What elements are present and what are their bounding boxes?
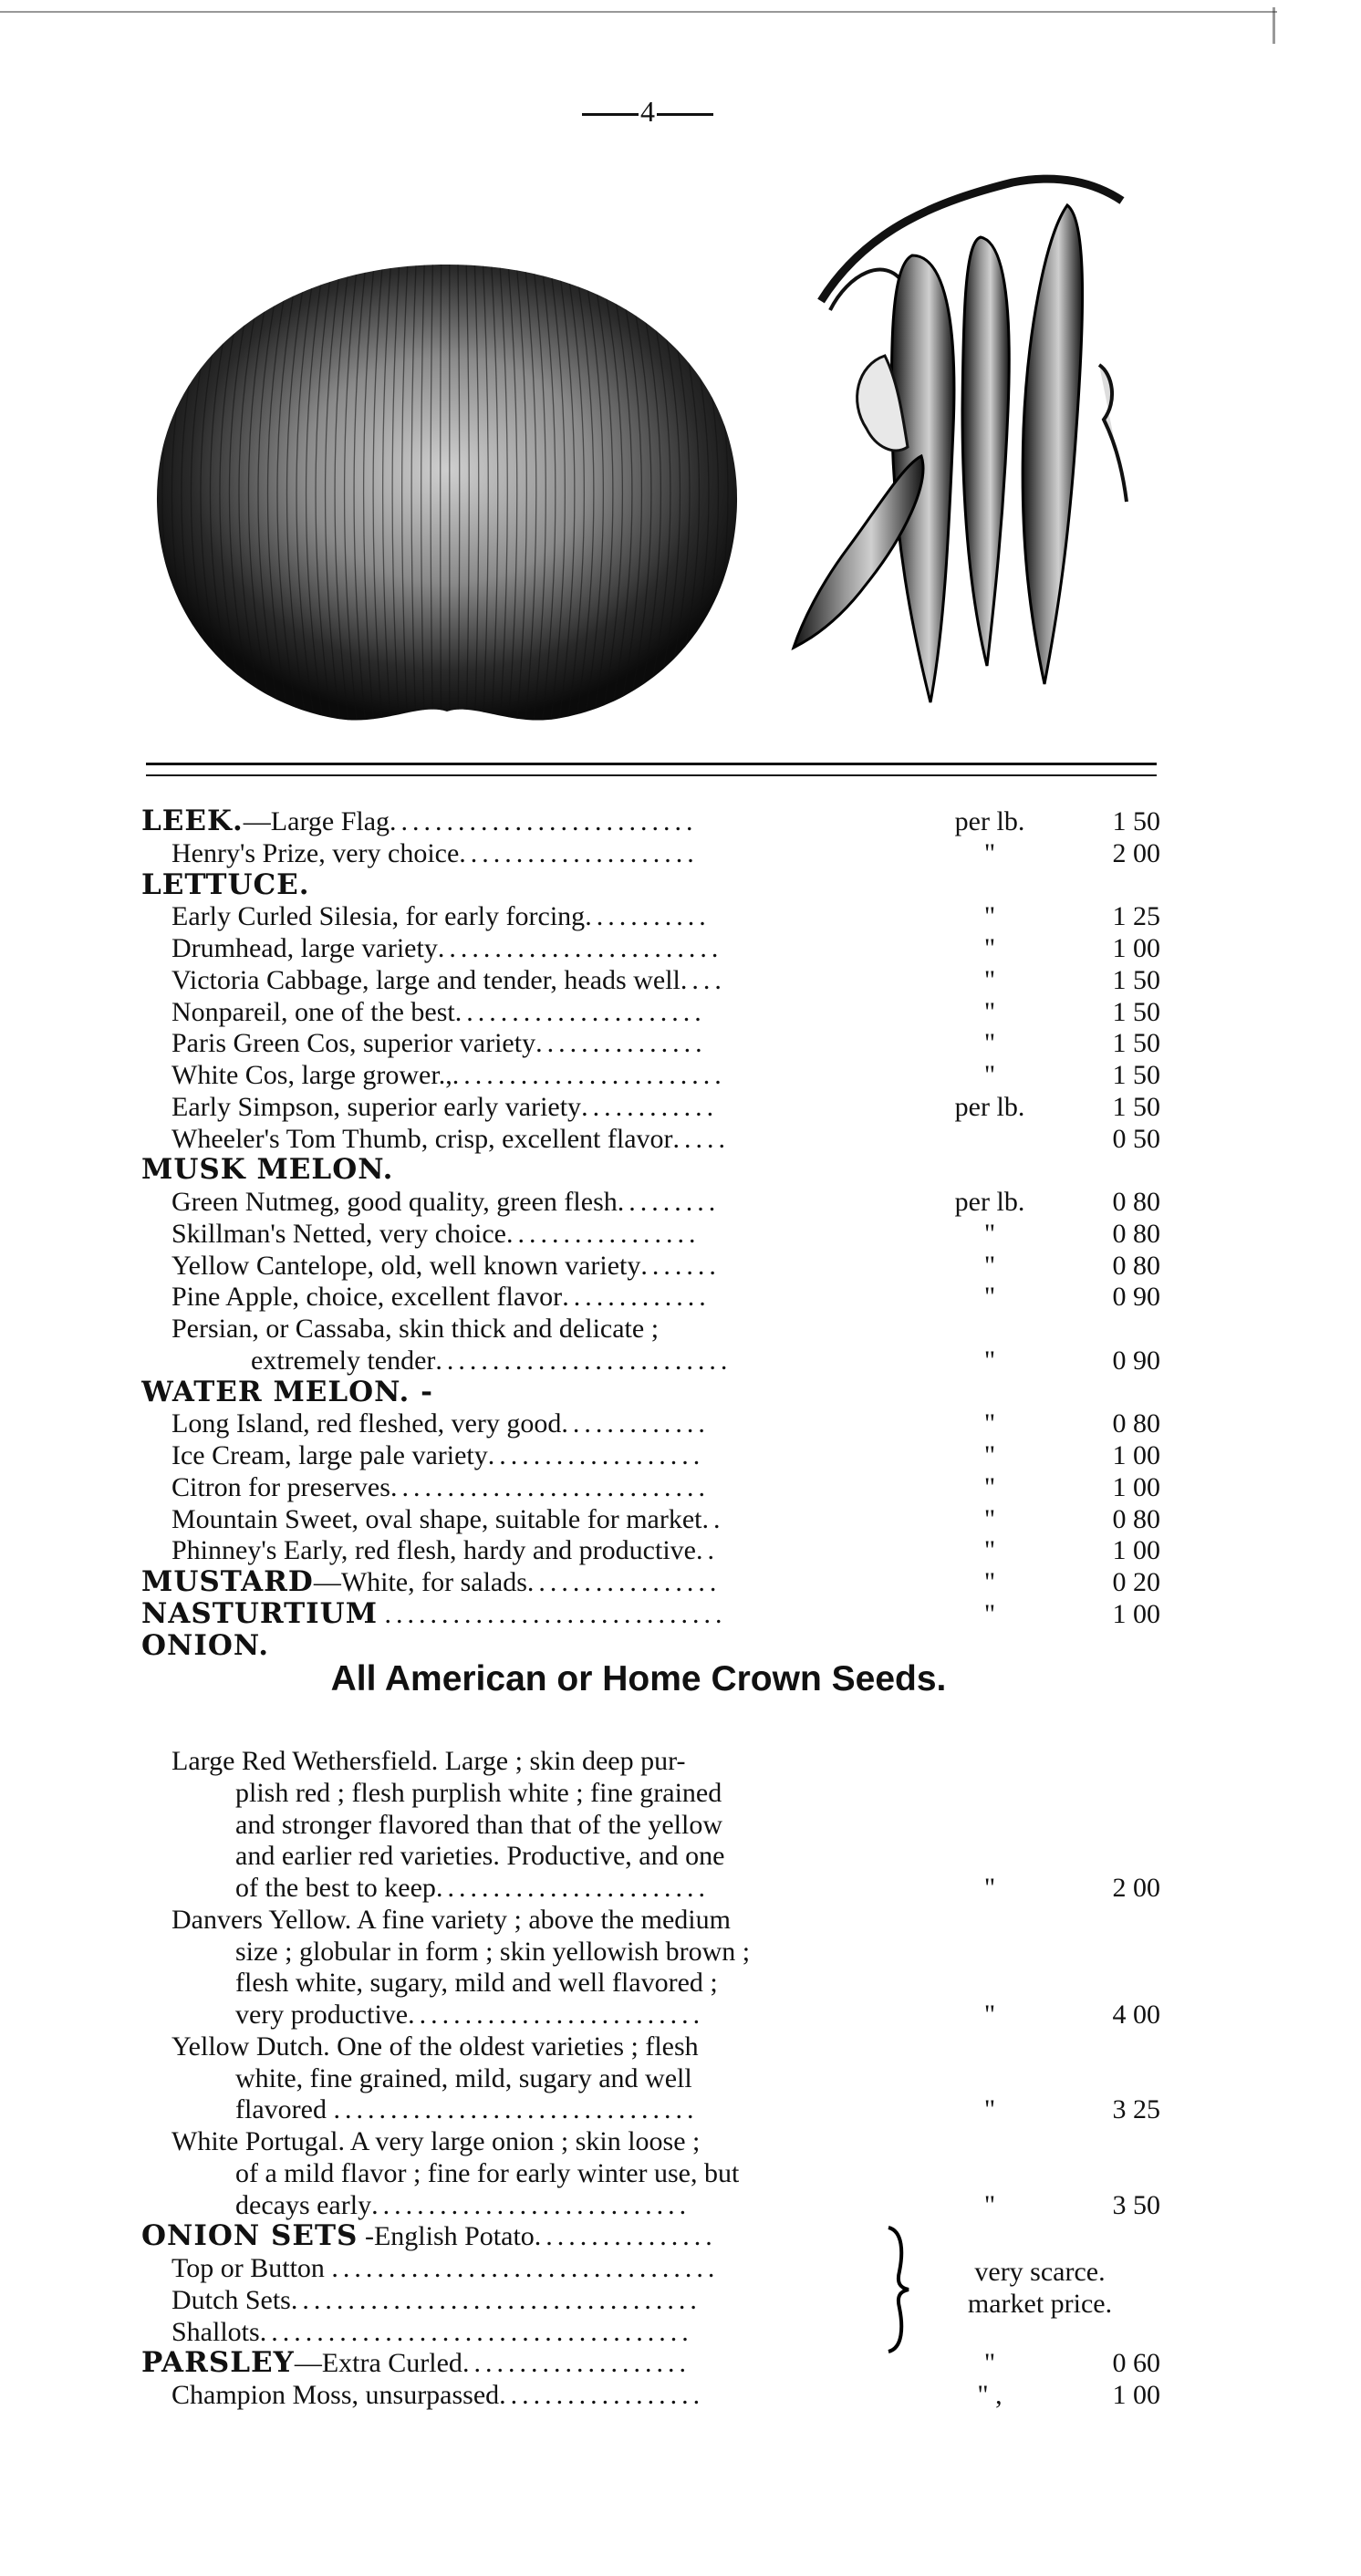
dot-leader: .... [680,964,726,995]
item-unit: " [983,964,996,995]
price-list-row [0,1471,1361,1503]
item-price: 0 80 [1112,1187,1160,1217]
item-price: 0 80 [1112,1503,1160,1534]
item-price: 4 00 [1112,2000,1160,2030]
item-description [171,1091,718,1123]
dot-leader: ..... [672,1123,731,1154]
item-price: 0 80 [1112,1408,1160,1439]
item-text: very productive [235,2000,409,2030]
item-description [251,1345,732,1376]
price-list-row [0,1809,1361,1841]
item-text: Shallots [171,2316,260,2347]
item-description [141,2347,691,2379]
item-description [141,805,698,837]
item-text: —Large Flag [243,806,390,836]
item-price: 0 80 [1112,1218,1160,1249]
item-unit: " [983,1598,996,1629]
item-description [171,2316,693,2348]
item-unit: " [983,1218,996,1249]
item-price: 0 60 [1112,2348,1160,2379]
price-list-row [0,1250,1361,1282]
item-text: Top or Button [171,2253,332,2283]
item-text: Danvers Yellow. A fine variety ; above the medium [171,1904,731,1935]
price-list-row [0,1313,1361,1345]
item-unit: " [983,2094,996,2125]
item-description [141,2220,717,2252]
price-list-row [0,1872,1361,1904]
item-price: 1 50 [1112,1091,1160,1122]
item-description [171,1439,704,1471]
price-list-row [0,2379,1361,2411]
price-list-row [0,1967,1361,1999]
item-text [378,1599,385,1629]
item-text: Skillman's Netted, very choice [171,1218,506,1249]
price-list-row [0,2252,1361,2284]
dot-leader: ........................ [435,1873,710,1903]
item-description [171,1503,725,1535]
item-text: Champion Moss, unsurpassed [171,2380,500,2410]
price-list-row [0,2189,1361,2221]
item-description [171,1123,730,1155]
item-description [171,1281,711,1313]
price-list-row [0,837,1361,869]
item-text: Yellow Cantelope, old, well known variety [171,1250,641,1281]
right-brace-icon [883,2226,914,2353]
item-description [171,996,706,1028]
category-heading-row [0,1154,1361,1186]
item-unit: " [983,1060,996,1090]
item-price: 1 00 [1112,1535,1160,1566]
item-description [141,1154,393,1186]
item-price: 2 00 [1112,1873,1160,1903]
dot-leader: ...................... [454,996,706,1027]
price-list-row [0,2031,1361,2062]
item-unit: " [983,1873,996,1903]
price-list-row [0,1281,1361,1313]
item-price: 0 90 [1112,1282,1160,1313]
section-heading: All American or Home Crown Seeds. [330,1659,947,1698]
price-list-row [0,1904,1361,1936]
item-description [171,2125,700,2157]
item-text: Ice Cream, large pale variety [171,1440,488,1470]
item-description [141,1376,433,1408]
price-list-row [0,1186,1361,1218]
item-text: Large Red Wethersfield. Large ; skin deep pur- [171,1746,686,1776]
item-unit: " [983,2000,996,2030]
item-description [171,1904,731,1936]
item-text: Persian, or Cassaba, skin thick and delicate ; [171,1314,660,1344]
price-list-row [0,1407,1361,1439]
item-price: 1 50 [1112,806,1160,836]
item-text: Wheeler's Tom Thumb, crisp, excellent flavor [171,1123,673,1154]
item-text: Early Curled Silesia, for early forcing [171,901,586,932]
item-unit: " [983,837,996,868]
item-unit: " [983,1028,996,1059]
item-description [171,1471,710,1503]
section-rule-top [146,763,1157,765]
dot-leader: ............................ [390,1471,710,1502]
item-text: Pine Apple, choice, excellent flavor [171,1282,563,1313]
bean-pod [1023,205,1082,684]
bean-flower-bud [1099,365,1127,502]
item-description [171,1218,700,1250]
item-unit: " [983,901,996,932]
price-list-row [0,2347,1361,2379]
item-price: 1 50 [1112,1060,1160,1090]
price-list-row [0,2093,1361,2125]
item-price: 1 00 [1112,1440,1160,1470]
item-text: Dutch Sets [171,2284,291,2315]
item-text: extremely tender [251,1345,436,1376]
price-list-row [0,1936,1361,1968]
price-list-row [0,1123,1361,1155]
category-name: ONION SETS [141,2220,358,2253]
item-text: Victoria Cabbage, large and tender, heads well [171,964,680,995]
scan-artifact-top-rule [0,11,1277,13]
dot-leader: ......................... [437,933,723,963]
item-text: plish red ; flesh purplish white ; fine grained [235,1777,722,1808]
item-price: 0 50 [1112,1123,1160,1154]
item-text: of a mild flavor ; fine for early winter use, but [235,2157,740,2188]
item-unit: per lb. [954,1091,1025,1122]
item-description [235,2189,691,2221]
category-name: ONION. [141,1629,269,1662]
price-list-row [0,1345,1361,1376]
category-name: LEEK. [141,805,244,837]
page-number-text: 4 [640,95,655,128]
item-description [235,1967,718,1999]
category-name: PARSLEY [141,2347,295,2380]
item-unit: " [983,1282,996,1313]
item-description [235,2093,698,2125]
item-text: Drumhead, large variety [171,933,438,963]
item-description [171,1059,726,1091]
price-list-row [0,996,1361,1028]
bean-pods-illustration [784,155,1158,721]
item-text: Nonpareil, one of the best [171,996,455,1027]
item-text: —Extra Curled [294,2348,462,2379]
item-description [235,1809,722,1841]
dot-leader: ........... [585,901,711,932]
dot-leader: .......................... [435,1345,732,1376]
page-number-dash-left [582,113,639,116]
item-unit: " [983,1535,996,1566]
item-unit: " [983,1345,996,1376]
item-text: of the best to keep [235,1873,436,1903]
item-description [171,1534,719,1566]
item-unit: " [983,1503,996,1534]
dot-leader: ............... [535,1028,707,1059]
item-price: 1 50 [1112,964,1160,995]
dot-leader: .................................... [290,2284,701,2315]
item-text: Citron for preserves [171,1471,390,1502]
dot-leader: ................. [505,1218,701,1249]
price-list-row [0,1598,1361,1630]
item-unit: per lb. [954,1187,1025,1217]
item-text: Paris Green Cos, superior variety [171,1028,536,1059]
dot-leader: ................. [526,1567,722,1597]
page-number [529,95,766,128]
category-heading-row [0,1376,1361,1408]
category-heading-row [0,869,1361,901]
dot-leader: ............. [562,1282,711,1313]
item-description [171,2284,701,2316]
category-name: LETTUCE. [141,868,310,901]
dot-leader: ................................ [333,2094,699,2125]
item-description [171,1745,685,1777]
item-description [235,1840,724,1872]
dot-leader: ................... [487,1440,705,1470]
dot-leader: .................................. [331,2253,720,2283]
dot-leader: .. [695,1535,719,1566]
item-description [171,1407,710,1439]
item-unit: " [983,1440,996,1470]
item-price: 1 00 [1112,1471,1160,1502]
item-text: —White, for salads [313,1567,527,1597]
item-description [235,2157,739,2189]
item-text: and earlier red varieties. Productive, and one [235,1841,725,1872]
dot-leader: ........................ [452,1060,726,1090]
price-list-row [0,805,1361,837]
item-text: flavored [235,2094,334,2125]
item-text: Long Island, red fleshed, very good [171,1408,562,1439]
item-text: White Cos, large grower., [171,1060,452,1090]
dot-leader: .. [701,1503,725,1534]
category-name: MUSTARD [141,1566,314,1598]
category-heading-row [0,1630,1361,1662]
item-description [171,900,711,932]
price-list-row [0,2316,1361,2348]
price-list-row [0,1091,1361,1123]
category-name: NASTURTIUM [141,1597,379,1630]
price-list-row [0,1218,1361,1250]
item-price: 1 50 [1112,1028,1160,1059]
price-list-row [0,932,1361,964]
item-description [171,932,722,964]
item-description [235,2062,692,2094]
item-unit: " [983,1471,996,1502]
item-description [235,1777,722,1809]
dot-leader: ................ [534,2221,717,2252]
item-description [171,1027,707,1059]
dot-leader: ......... [617,1187,721,1217]
dot-leader: ....... [640,1250,721,1281]
item-price: 3 25 [1112,2094,1160,2125]
item-description [235,1872,710,1904]
item-unit: " [983,1567,996,1597]
item-text: and stronger flavored than that of the yellow [235,1809,722,1840]
dot-leader: ............. [561,1408,710,1439]
price-list-row [0,1745,1361,1777]
price-list-row [0,2062,1361,2094]
item-unit: " [983,1250,996,1281]
dot-leader: ........................... [390,806,698,836]
item-description [141,869,310,901]
item-unit: " , [977,2380,1003,2410]
item-description [141,1598,727,1630]
price-list-row [0,2284,1361,2316]
item-text: Phinney's Early, red flesh, hardy and productive [171,1535,696,1566]
item-description [141,1630,269,1662]
item-text: White Portugal. A very large onion ; skin loose ; [171,2126,701,2156]
price-list-row [0,1503,1361,1535]
dot-leader: ...................................... [259,2316,693,2347]
section-rule-bottom [146,774,1157,776]
price-list-row [0,900,1361,932]
dot-leader: .................. [499,2380,705,2410]
dot-leader: .......................... [408,2000,705,2030]
dot-leader: .................... [462,2348,691,2379]
melon-hatch-line [743,265,748,725]
item-description [171,1313,659,1345]
category-name: WATER MELON. - [141,1376,433,1408]
item-text: white, fine grained, mild, sugary and well [235,2062,692,2093]
item-text: Mountain Sweet, oval shape, suitable for market [171,1503,702,1534]
page-number-dash-right [657,113,713,116]
price-list-row [0,1566,1361,1598]
item-unit: " [983,933,996,963]
item-description [235,1999,704,2031]
melon-body [157,265,737,721]
item-price: 1 00 [1112,933,1160,963]
item-description [141,1566,721,1598]
item-unit: " [983,996,996,1027]
price-list-row [0,2125,1361,2157]
item-description [171,1186,720,1218]
price-list-row [0,1840,1361,1872]
item-description [171,2031,699,2062]
price-list-row [0,1027,1361,1059]
item-price: 1 50 [1112,996,1160,1027]
dot-leader: ............................ [371,2189,691,2220]
item-description [171,1250,721,1282]
price-list-row [0,2220,1361,2252]
dot-leader: ..................... [459,837,699,868]
dot-leader: ............ [581,1091,719,1122]
dot-leader: .............................. [384,1598,727,1629]
item-price: 0 20 [1112,1567,1160,1597]
onion-sets-note-availability: very scarce. [974,2257,1106,2287]
price-list-row [0,1059,1361,1091]
onion-sets-note-price: market price. [967,2289,1113,2319]
bean-pod [962,237,1009,666]
scan-artifact-edge-mark [1273,7,1275,44]
item-price: 1 00 [1112,1598,1160,1629]
price-list-row [0,964,1361,996]
item-text: -English Potato [358,2221,535,2252]
melon-illustration [146,228,748,739]
item-price: 1 00 [1112,2380,1160,2410]
item-text: decays early [235,2189,372,2220]
price-list-row [0,1439,1361,1471]
item-text: size ; globular in form ; skin yellowish brown ; [235,1936,751,1967]
item-description [171,2379,704,2411]
item-unit: per lb. [954,806,1025,836]
item-price: 1 25 [1112,901,1160,932]
item-text: Yellow Dutch. One of the oldest varieties ; flesh [171,2031,699,2062]
item-price: 2 00 [1112,837,1160,868]
item-unit: " [983,2348,996,2379]
item-unit: " [983,1408,996,1439]
item-description [171,2252,719,2284]
item-text: Green Nutmeg, good quality, green flesh [171,1187,618,1217]
item-price: 3 50 [1112,2189,1160,2220]
item-description [171,964,726,996]
item-price: 0 90 [1112,1345,1160,1376]
item-text: Henry's Prize, very choice [171,837,460,868]
item-description [235,1936,750,1968]
item-price: 0 80 [1112,1250,1160,1281]
item-text: Early Simpson, superior early variety [171,1091,582,1122]
category-name: MUSK MELON. [141,1154,394,1187]
item-unit: " [983,2189,996,2220]
item-description [171,837,699,869]
item-text: flesh white, sugary, mild and well flavored ; [235,1968,718,1999]
price-list-row [0,2157,1361,2189]
price-list-row [0,1534,1361,1566]
price-list-row [0,1777,1361,1809]
price-list-row [0,1999,1361,2031]
